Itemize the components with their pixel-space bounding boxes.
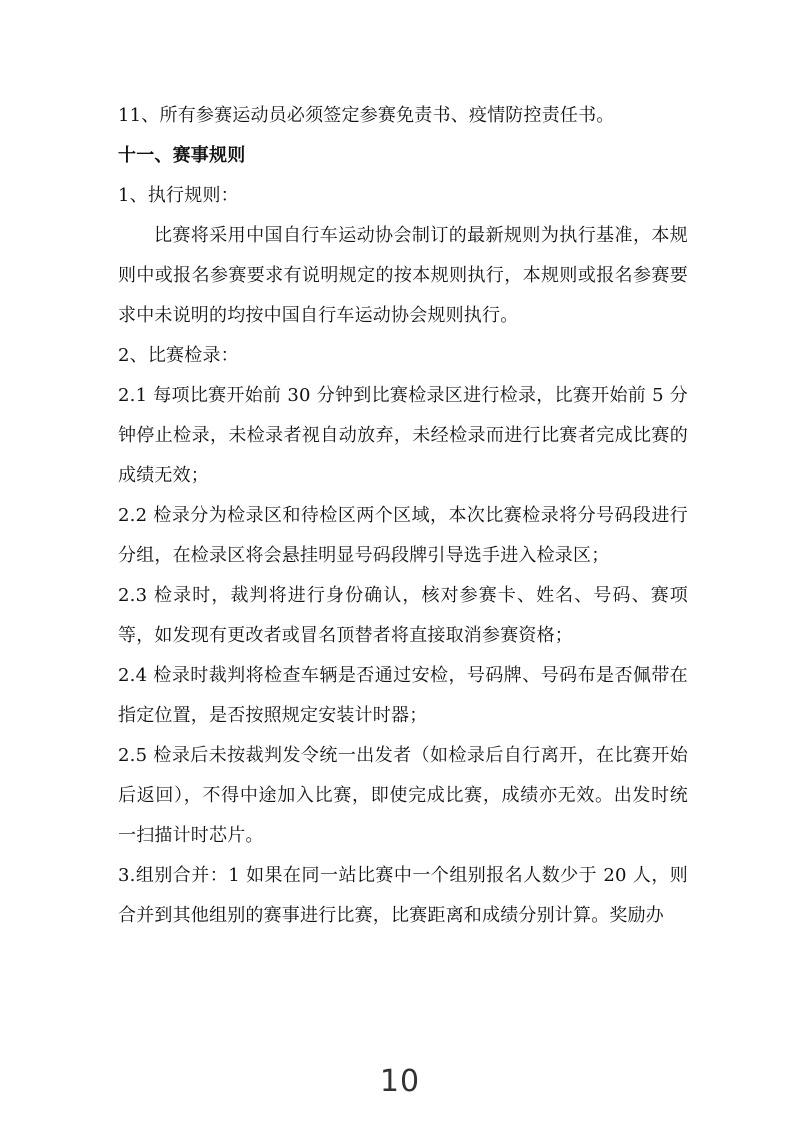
paragraph-2-4: 2.4 检录时裁判将检查车辆是否通过安检，号码牌、号码布是否佩带在指定位置，是否按照规定安装计时器； <box>118 665 688 726</box>
paragraph-2-5: 2.5 检录后未按裁判发令统一出发者（如检录后自行离开，在比赛开始后返回），不得中途加入比赛，即使完成比赛，成绩亦无效。出发时统一扫描计时芯片。 <box>118 745 688 846</box>
subheading-check-in: 2、比赛检录： <box>118 345 239 366</box>
paragraph-2-2: 2.2 检录分为检录区和待检区两个区域，本次比赛检录将分号码段进行分组，在检录区将会悬挂明显号码段牌引导选手进入检录区； <box>118 505 688 566</box>
page-body <box>118 96 688 936</box>
page-number: 10 <box>379 1064 421 1099</box>
subheading-execution-rules: 1、执行规则： <box>118 185 239 206</box>
paragraph-3-group-merge: 3.组别合并：1 如果在同一站比赛中一个组别报名人数少于 20 人，则合并到其他组别的赛事进行比赛，比赛距离和成绩分别计算。奖励办 <box>118 865 688 926</box>
paragraph-2-1: 2.1 每项比赛开始前 30 分钟到比赛检录区进行检录，比赛开始前 5 分钟停止检录，未检录者视自动放弃，未经检录而进行比赛者完成比赛的成绩无效； <box>118 385 688 486</box>
paragraph-item-11: 11、所有参赛运动员必须签定参赛免责书、疫情防控责任书。 <box>118 105 615 126</box>
paragraph-execution-rules: 比赛将采用中国自行车运动协会制订的最新规则为执行基准，本规则中或报名参赛要求有说明规定的按本规则执行，本规则或报名参赛要求中未说明的均按中国自行车运动协会规则执行。 <box>118 225 688 326</box>
paragraph-2-3: 2.3 检录时，裁判将进行身份确认，核对参赛卡、姓名、号码、赛项等，如发现有更改者或冒名顶替者将直接取消参赛资格； <box>118 585 688 646</box>
section-heading-rules: 十一、赛事规则 <box>118 145 246 166</box>
